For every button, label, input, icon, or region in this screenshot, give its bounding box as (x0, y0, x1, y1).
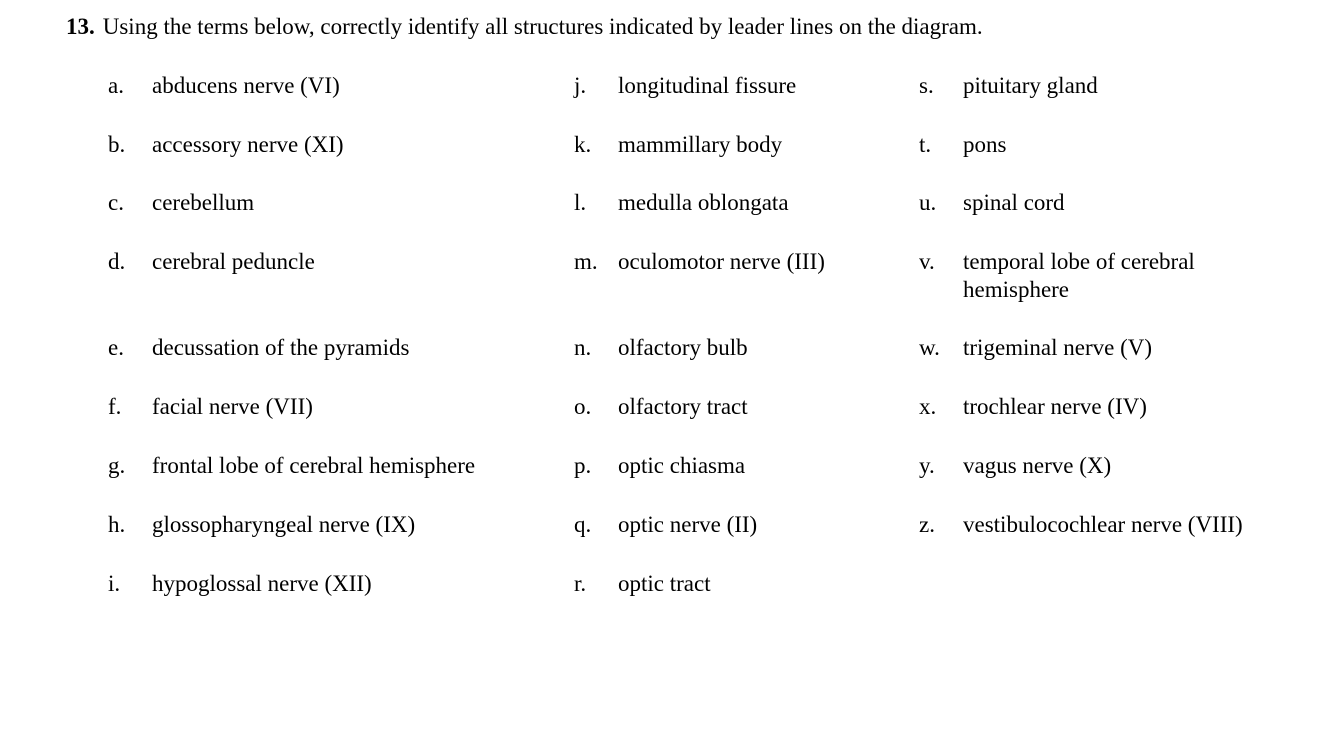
term-label: abducens nerve (VI) (152, 73, 340, 98)
term-letter: u. (919, 190, 937, 215)
term-letter: j. (574, 73, 587, 98)
question-prompt (66, 12, 983, 42)
term-label: cerebral peduncle (152, 249, 315, 274)
term-letter: f. (108, 394, 122, 419)
term-letter: y. (919, 453, 935, 478)
term-label: olfactory bulb (618, 335, 748, 360)
term-label: vestibulocochlear nerve (VIII) (963, 512, 1243, 537)
term-label: olfactory tract (618, 394, 748, 419)
term-letter: w. (919, 335, 940, 360)
term-letter: x. (919, 394, 937, 419)
term-label: optic tract (618, 571, 711, 596)
term-letter: l. (574, 190, 587, 215)
term-label: cerebellum (152, 190, 255, 215)
term-label: spinal cord (963, 190, 1065, 215)
term-letter: n. (574, 335, 592, 360)
term-letter: t. (919, 132, 932, 157)
term-letter: q. (574, 512, 592, 537)
term-label: temporal lobe of cerebral hemisphere (963, 249, 1195, 302)
term-letter: r. (574, 571, 587, 596)
term-label: facial nerve (VII) (152, 394, 313, 419)
term-label: vagus nerve (X) (963, 453, 1112, 478)
term-label: longitudinal fissure (618, 73, 797, 98)
term-letter: o. (574, 394, 592, 419)
term-label: accessory nerve (XI) (152, 132, 344, 157)
term-letter: g. (108, 453, 126, 478)
term-label: trigeminal nerve (V) (963, 335, 1153, 360)
term-label: hypoglossal nerve (XII) (152, 571, 372, 596)
term-letter: m. (574, 249, 598, 274)
term-letter: s. (919, 73, 934, 98)
term-letter: k. (574, 132, 592, 157)
term-label: optic nerve (II) (618, 512, 758, 537)
term-label: oculomotor nerve (III) (618, 249, 825, 274)
term-letter: v. (919, 249, 935, 274)
term-label: pituitary gland (963, 73, 1098, 98)
question-number: 13. (66, 14, 95, 39)
term-letter: i. (108, 571, 121, 596)
question-text: Using the terms below, correctly identify all structures indicated by leader lines on the diagram. (102, 14, 983, 39)
term-label: pons (963, 132, 1007, 157)
term-letter: p. (574, 453, 592, 478)
term-letter: h. (108, 512, 126, 537)
term-label: trochlear nerve (IV) (963, 394, 1147, 419)
term-letter: e. (108, 335, 124, 360)
term-label: frontal lobe of cerebral hemisphere (152, 453, 476, 478)
term-label: decussation of the pyramids (152, 335, 410, 360)
term-letter: z. (919, 512, 935, 537)
term-label: mammillary body (618, 132, 783, 157)
term-letter: d. (108, 249, 126, 274)
term-label: optic chiasma (618, 453, 746, 478)
term-label: glossopharyngeal nerve (IX) (152, 512, 416, 537)
term-label: medulla oblongata (618, 190, 789, 215)
term-letter: b. (108, 132, 126, 157)
term-letter: c. (108, 190, 124, 215)
term-letter: a. (108, 73, 124, 98)
